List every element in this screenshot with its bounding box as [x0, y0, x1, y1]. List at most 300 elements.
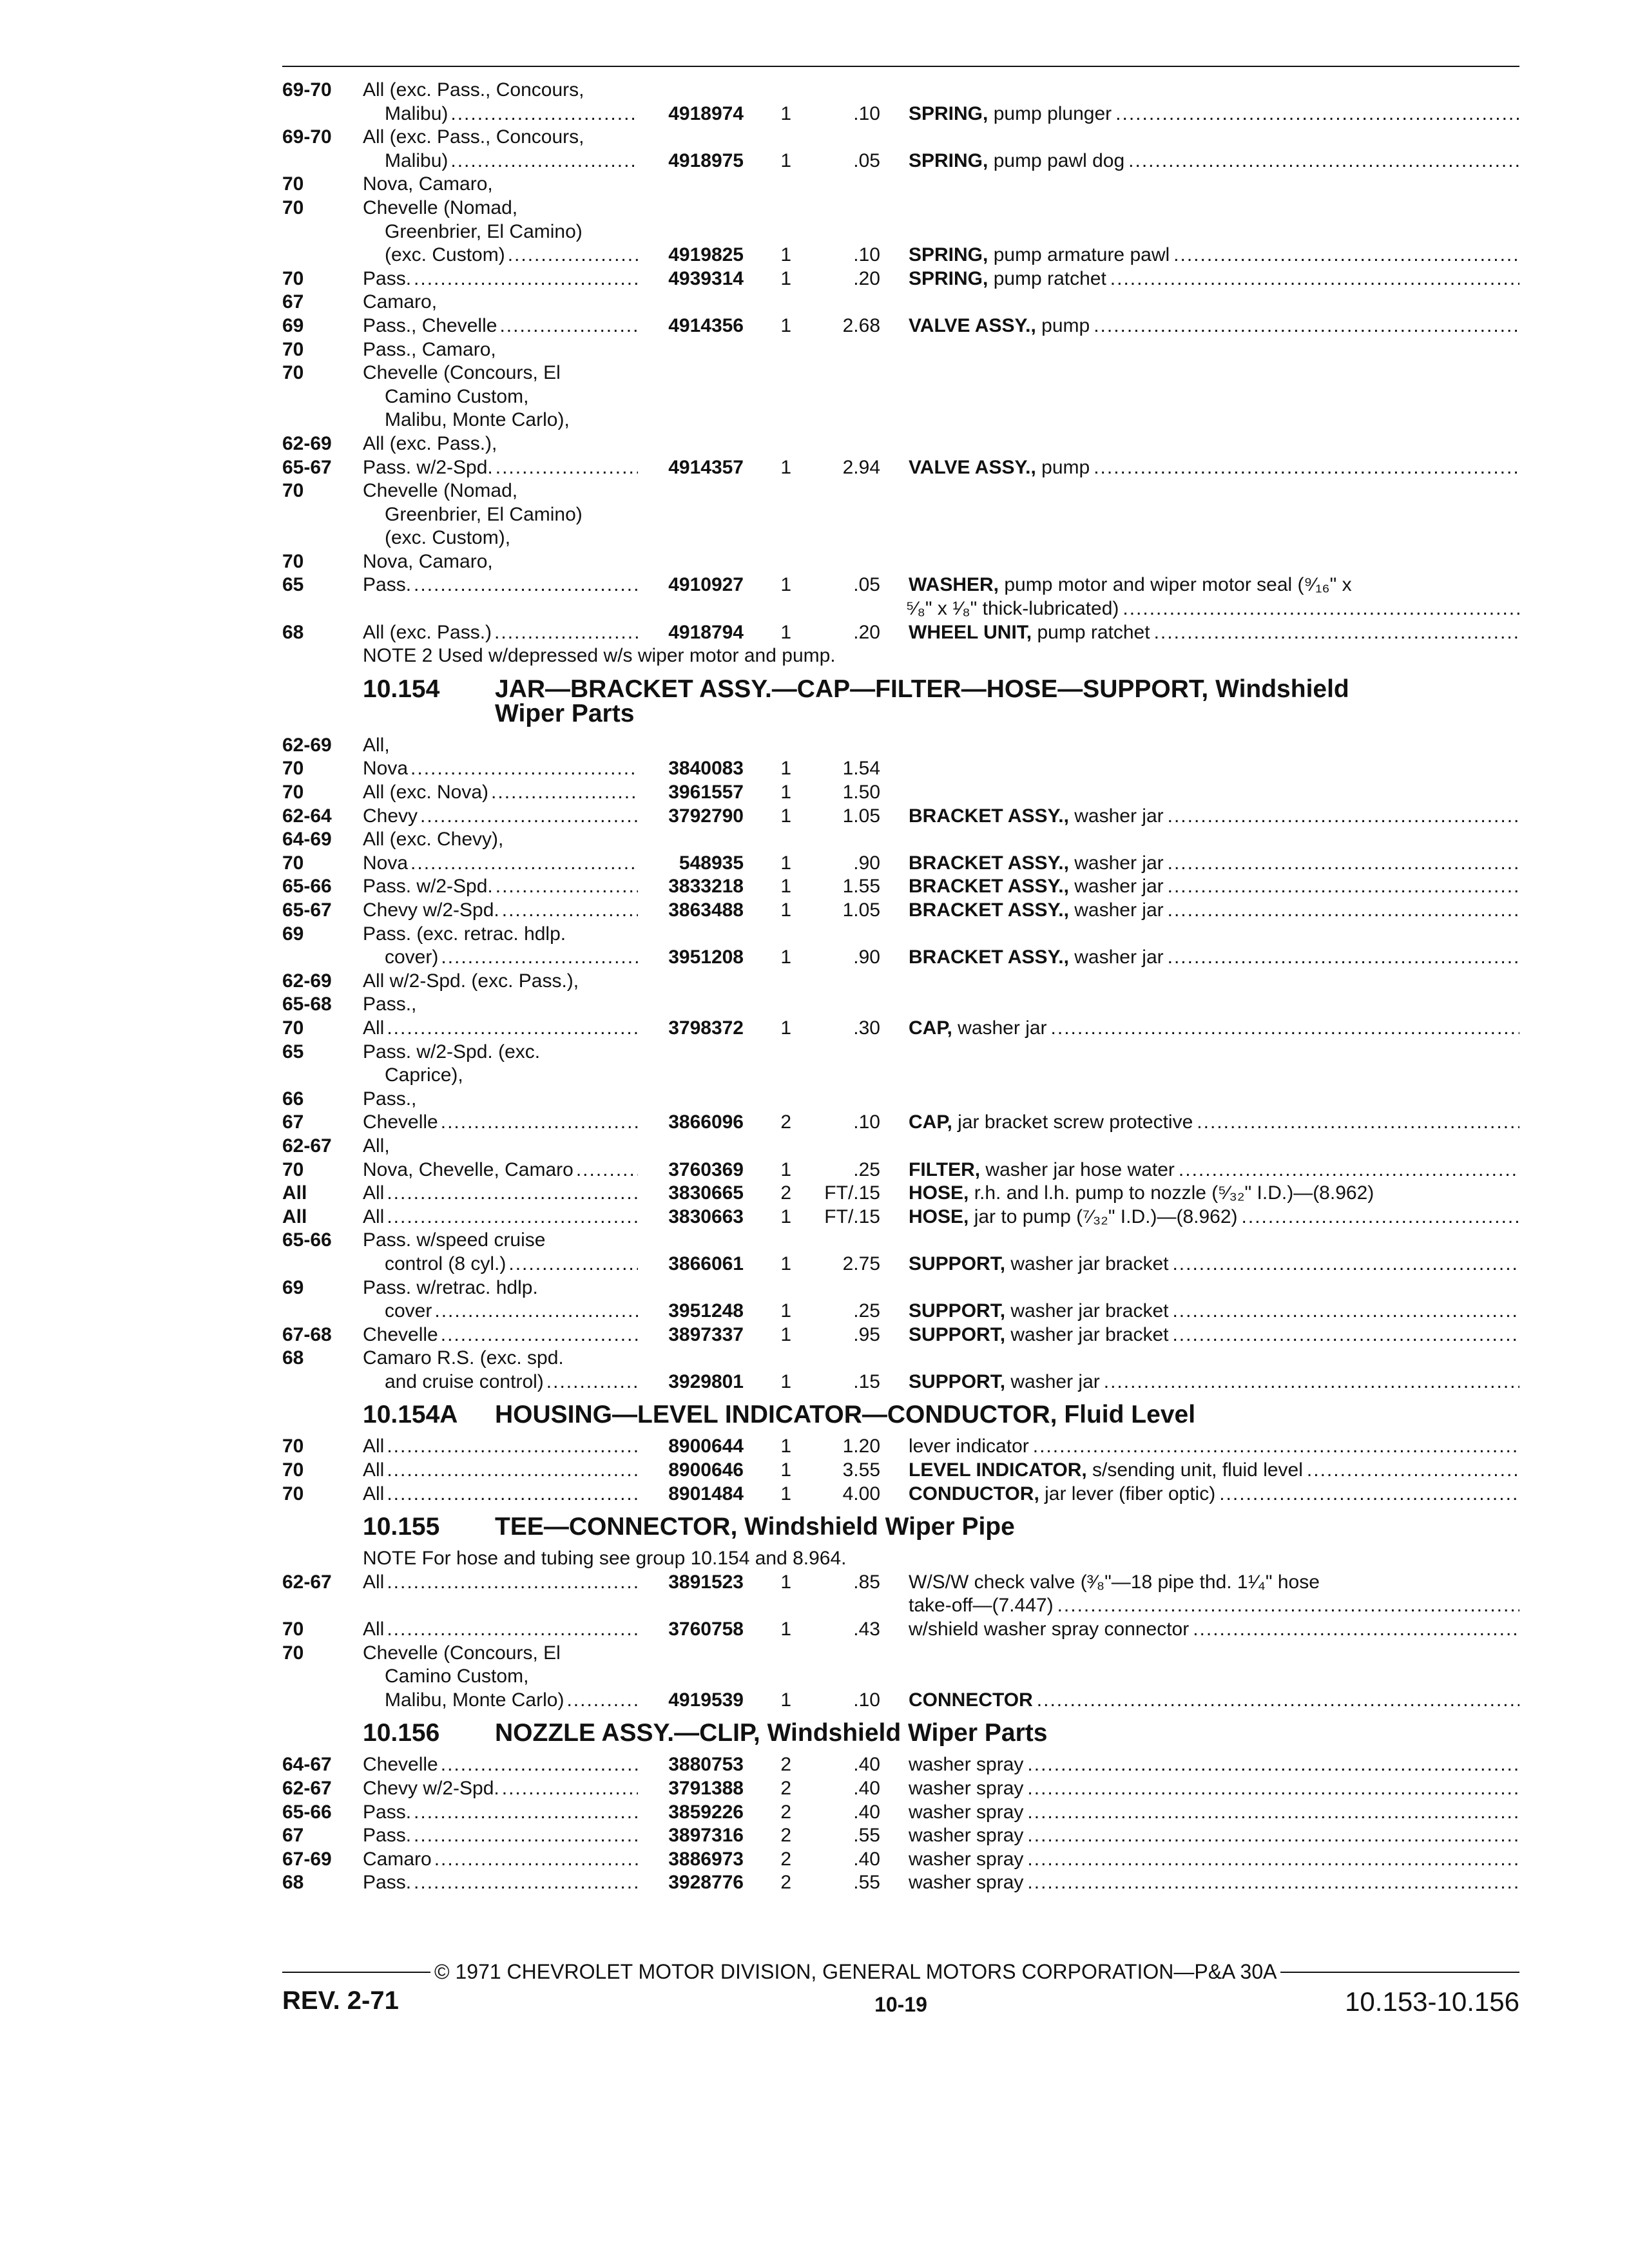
table-row: [282, 1618, 1519, 1642]
part-detail: washer jar bracket: [1005, 1253, 1169, 1274]
price: 2.94: [842, 456, 880, 478]
model-year: 70: [282, 852, 304, 874]
dot-leader: [1168, 805, 1519, 829]
part-detail: pump ratchet: [1032, 621, 1150, 643]
price: .85: [853, 1571, 880, 1593]
table-row: [282, 385, 1519, 409]
application-text: Camino Custom,: [385, 385, 529, 407]
table-row: [282, 173, 1519, 197]
table-row: [282, 149, 1519, 173]
application-cell: [363, 1229, 642, 1253]
quantity: 1: [780, 1017, 791, 1039]
dot-leader: [1094, 314, 1519, 338]
application-cell: [363, 875, 642, 899]
price: 1.05: [842, 899, 880, 921]
table-row: [282, 126, 1519, 149]
description-text: [909, 1435, 1029, 1459]
revision-label: REV. 2-71: [282, 1986, 399, 2015]
note-155: NOTE For hose and tubing see group 10.154 and 8.964.: [363, 1548, 847, 1570]
application-text: and cruise control): [385, 1370, 544, 1392]
dot-leader: [499, 314, 638, 338]
application-text: Pass. (exc. retrac. hdlp.: [363, 923, 566, 945]
application-cell: [363, 1135, 642, 1158]
section-title: TEE—CONNECTOR, Windshield Wiper Pipe: [495, 1513, 1015, 1541]
part-number: 3792790: [668, 805, 744, 827]
description-text: [909, 1253, 1168, 1276]
part-name: BRACKET ASSY.,: [909, 876, 1069, 898]
dot-leader: [1172, 1300, 1519, 1323]
section-heading-10-154a: [282, 1403, 1519, 1427]
part-name: SUPPORT,: [909, 1370, 1006, 1392]
dot-leader: [496, 456, 638, 480]
price: .55: [853, 1872, 880, 1894]
application-text: Greenbrier, El Camino): [385, 220, 583, 242]
application-text: All: [363, 1017, 385, 1039]
model-year: 62-69: [282, 432, 332, 454]
description-cell: [909, 244, 1519, 267]
price: .40: [853, 1754, 880, 1776]
price: 1.20: [842, 1436, 880, 1457]
application-cell: [363, 852, 642, 876]
dot-leader: [1179, 1158, 1519, 1182]
parts-list-10-156: [282, 1753, 1519, 1895]
table-row: [282, 621, 1519, 645]
description-cell: [909, 1594, 1519, 1618]
dot-leader: [441, 946, 638, 970]
model-year: 70: [282, 197, 304, 218]
application-cell: [363, 1088, 642, 1111]
model-year: 66: [282, 1088, 304, 1110]
price: .25: [853, 1158, 880, 1180]
description-text: [909, 573, 1352, 597]
application-cell: [363, 479, 642, 503]
application-cell: [363, 385, 642, 409]
part-name: CAP,: [909, 1111, 952, 1133]
description-text: [909, 1370, 1100, 1394]
part-number: 3880753: [668, 1754, 744, 1776]
description-text: [909, 1158, 1175, 1182]
description-text: [909, 875, 1164, 899]
table-row: [282, 1017, 1519, 1041]
description-text: [909, 456, 1090, 480]
description-cell: [909, 875, 1519, 899]
part-number: 8901484: [668, 1483, 744, 1504]
description-text: [909, 102, 1112, 126]
application-cell: [363, 102, 642, 126]
copyright-line: [282, 1960, 1519, 1984]
part-number: 3830665: [668, 1182, 744, 1204]
part-detail: W/S/W check valve (³⁄₈"—18 pipe thd. 1¹⁄₄" hose: [909, 1571, 1320, 1593]
table-row: [282, 361, 1519, 385]
description-cell: [909, 1777, 1519, 1801]
description-cell: [909, 267, 1519, 291]
model-year: 65-66: [282, 876, 332, 898]
application-text: Chevy: [363, 805, 418, 827]
table-row: [282, 757, 1519, 781]
part-number: 3951208: [668, 947, 744, 968]
part-number: 4910927: [668, 574, 744, 596]
application-text: Malibu): [385, 149, 448, 171]
application-text: Pass. w/speed cruise: [363, 1229, 546, 1251]
application-cell: [363, 573, 642, 597]
dot-leader: [414, 1801, 638, 1825]
application-cell: [363, 1111, 642, 1135]
part-name: CONDUCTOR,: [909, 1483, 1039, 1504]
part-number: 548935: [679, 852, 744, 874]
dot-leader: [1027, 1848, 1519, 1872]
quantity: 1: [780, 1206, 791, 1227]
quantity: 1: [780, 852, 791, 874]
part-name: HOSE,: [909, 1182, 969, 1204]
part-name: SPRING,: [909, 149, 988, 171]
price: .20: [853, 621, 880, 643]
application-cell: [363, 244, 642, 267]
application-cell: [363, 291, 642, 314]
description-cell: [909, 1206, 1519, 1229]
application-text: Pass., Chevelle: [363, 314, 497, 336]
part-detail: washer spray: [909, 1801, 1024, 1823]
rule-left: [282, 1972, 430, 1973]
application-cell: [363, 1158, 642, 1182]
copyright-text: © 1971 CHEVROLET MOTOR DIVISION, GENERAL MOTORS CORPORATION—P&A 30A: [434, 1960, 1277, 1983]
application-text: Pass. w/2-Spd.: [363, 876, 493, 898]
dot-leader: [1027, 1753, 1519, 1777]
model-year: 69: [282, 314, 304, 336]
application-cell: [363, 314, 642, 338]
dot-leader: [1051, 1017, 1519, 1041]
quantity: 1: [780, 899, 791, 921]
dot-leader: [441, 1753, 638, 1777]
part-name: FILTER,: [909, 1158, 981, 1180]
price: 1.54: [842, 758, 880, 780]
dot-leader: [1027, 1871, 1519, 1895]
note-2: NOTE 2 Used w/depressed w/s wiper motor and pump.: [363, 645, 836, 667]
application-cell: [363, 1323, 642, 1347]
description-cell: [909, 946, 1519, 970]
dot-leader: [387, 1017, 638, 1041]
part-number: 4918974: [668, 102, 744, 124]
dot-leader: [434, 1300, 638, 1323]
model-year: 68: [282, 621, 304, 643]
rule-right: [1280, 1972, 1519, 1973]
description-text: [909, 852, 1164, 876]
application-text: Pass. w/2-Spd.: [363, 456, 493, 478]
description-text: [909, 1824, 1023, 1848]
description-text: [909, 1182, 1374, 1206]
application-text: Pass.: [363, 1825, 412, 1847]
part-number: 4919539: [668, 1689, 744, 1711]
model-year: 62-67: [282, 1778, 332, 1799]
table-row: [282, 899, 1519, 923]
description-cell: [909, 1801, 1519, 1825]
dot-leader: [410, 757, 638, 781]
model-year: 65: [282, 1041, 304, 1062]
description-text: [906, 597, 1119, 621]
price: 2.68: [842, 314, 880, 336]
model-year: 62-67: [282, 1571, 332, 1593]
application-text: All: [363, 1571, 385, 1593]
part-detail: w/shield washer spray connector: [909, 1619, 1190, 1640]
part-detail: washer jar: [1068, 805, 1164, 827]
application-text: Chevelle: [363, 1111, 438, 1133]
dot-leader: [410, 852, 638, 876]
application-text: Pass.,: [363, 994, 417, 1015]
model-year: 67-68: [282, 1323, 332, 1345]
section-number: 10.154A: [363, 1401, 458, 1429]
price: .90: [853, 947, 880, 968]
dot-leader: [1115, 102, 1519, 126]
model-year: 68: [282, 1872, 304, 1894]
application-cell: [363, 408, 642, 432]
section-number: 10.155: [363, 1513, 440, 1541]
application-cell: [363, 1300, 642, 1323]
dot-leader: [1027, 1801, 1519, 1825]
part-detail: pump plunger: [988, 102, 1112, 124]
description-cell: [909, 1158, 1519, 1182]
price: .40: [853, 1848, 880, 1870]
part-name: SUPPORT,: [909, 1323, 1006, 1345]
quantity: 1: [780, 876, 791, 898]
application-cell: [363, 828, 642, 852]
table-row: [282, 314, 1519, 338]
application-text: All: [363, 1483, 385, 1504]
application-cell: [363, 1689, 642, 1713]
parts-list-10-153: [282, 79, 1519, 644]
description-cell: [909, 1017, 1519, 1041]
description-text: [909, 946, 1164, 970]
quantity: 1: [780, 456, 791, 478]
quantity: 1: [780, 1483, 791, 1504]
application-cell: [363, 1483, 642, 1506]
table-row: [282, 970, 1519, 994]
application-cell: [363, 220, 642, 244]
dot-leader: [1197, 1111, 1519, 1135]
part-number: 3897316: [668, 1825, 744, 1847]
price: .10: [853, 102, 880, 124]
table-row: [282, 1777, 1519, 1801]
description-cell: [909, 1253, 1519, 1276]
quantity: 2: [780, 1801, 791, 1823]
table-row: [282, 1370, 1519, 1394]
quantity: 2: [780, 1872, 791, 1894]
part-detail: pump motor and wiper motor seal (⁹⁄₁₆" x: [999, 574, 1352, 596]
model-year: 65-67: [282, 456, 332, 478]
price: .10: [853, 244, 880, 266]
part-name: SPRING,: [909, 267, 988, 289]
application-cell: [363, 173, 642, 197]
quantity: 1: [780, 574, 791, 596]
part-number: 3886973: [668, 1848, 744, 1870]
table-row: [282, 993, 1519, 1017]
model-year: 67: [282, 1825, 304, 1847]
part-name: BRACKET ASSY.,: [909, 947, 1069, 968]
part-number: 3897337: [668, 1323, 744, 1345]
table-row: [282, 1323, 1519, 1347]
part-number: 4918975: [668, 149, 744, 171]
description-text: [909, 1777, 1023, 1801]
part-detail: jar to pump (⁷⁄₃₂" I.D.)—(8.962): [969, 1206, 1238, 1227]
application-cell: [363, 550, 642, 574]
model-year: 65-67: [282, 899, 332, 921]
table-row: [282, 1135, 1519, 1158]
dot-leader: [387, 1182, 638, 1206]
model-year: All: [282, 1206, 307, 1227]
page-footer: [282, 1960, 1519, 2016]
part-number: 3760758: [668, 1619, 744, 1640]
quantity: 1: [780, 244, 791, 266]
model-year: 69: [282, 1276, 304, 1298]
application-cell: [363, 197, 642, 220]
application-cell: [363, 1041, 642, 1064]
price: .55: [853, 1825, 880, 1847]
quantity: 1: [780, 1459, 791, 1481]
description-cell: [909, 1182, 1519, 1206]
application-text: All: [363, 1436, 385, 1457]
description-text: [909, 244, 1170, 267]
table-row: [282, 828, 1519, 852]
part-detail: s/sending unit, fluid level: [1086, 1459, 1303, 1481]
table-row: [282, 946, 1519, 970]
quantity: 1: [780, 621, 791, 643]
part-name: SPRING,: [909, 102, 988, 124]
dot-leader: [450, 102, 638, 126]
model-year: All: [282, 1182, 307, 1204]
model-year: 65: [282, 574, 304, 596]
model-year: 70: [282, 550, 304, 572]
description-text: [909, 1801, 1023, 1825]
description-text: [909, 1017, 1047, 1041]
model-year: 70: [282, 1642, 304, 1664]
part-detail: jar lever (fiber optic): [1039, 1483, 1216, 1504]
application-cell: [363, 1618, 642, 1642]
application-cell: [363, 993, 642, 1017]
application-text: All: [363, 1459, 385, 1481]
description-cell: [909, 573, 1519, 597]
model-year: 67: [282, 1111, 304, 1133]
price: .05: [853, 149, 880, 171]
part-detail: jar bracket screw protective: [952, 1111, 1193, 1133]
application-cell: [363, 1801, 642, 1825]
model-year: 70: [282, 782, 304, 803]
part-number: 3833218: [668, 876, 744, 898]
part-detail: washer spray: [909, 1825, 1024, 1847]
dot-leader: [1033, 1435, 1519, 1459]
footer-bottom: [282, 1986, 1519, 2016]
quantity: 1: [780, 1619, 791, 1640]
table-row: [282, 1848, 1519, 1872]
part-detail: washer jar: [1005, 1370, 1100, 1392]
description-cell: [909, 1323, 1519, 1347]
description-text: [909, 1689, 1033, 1713]
application-text: cover): [385, 947, 439, 968]
application-text: Chevelle: [363, 1323, 438, 1345]
part-detail: ⁵⁄₈" x ¹⁄₈" thick-lubricated): [906, 598, 1119, 620]
part-number: 3859226: [668, 1801, 744, 1823]
table-row: [282, 479, 1519, 503]
dot-leader: [441, 1323, 638, 1347]
table-row: [282, 1665, 1519, 1689]
dot-leader: [494, 621, 638, 645]
table-row: [282, 1459, 1519, 1483]
part-number: 4918794: [668, 621, 744, 643]
part-number: 3798372: [668, 1017, 744, 1039]
description-cell: [909, 1300, 1519, 1323]
application-text: Pass.: [363, 574, 412, 596]
dot-leader: [1168, 946, 1519, 970]
part-number: 3961557: [668, 782, 744, 803]
table-row: [282, 1300, 1519, 1323]
table-row: [282, 244, 1519, 267]
price: 4.00: [842, 1483, 880, 1504]
description-cell: [906, 597, 1519, 621]
part-number: 3891523: [668, 1571, 744, 1593]
table-row: [282, 1088, 1519, 1111]
application-text: control (8 cyl.): [385, 1253, 506, 1274]
application-text: Pass. w/2-Spd. (exc.: [363, 1041, 541, 1062]
quantity: 1: [780, 947, 791, 968]
quantity: 2: [780, 1754, 791, 1776]
description-text: [909, 1753, 1023, 1777]
table-row: [282, 1111, 1519, 1135]
dot-leader: [1128, 149, 1519, 173]
application-cell: [363, 1642, 642, 1666]
model-year: 70: [282, 1459, 304, 1481]
parts-list-10-154a: [282, 1435, 1519, 1506]
price: .05: [853, 574, 880, 596]
table-row: [282, 1041, 1519, 1064]
application-text: Pass.,: [363, 1088, 417, 1110]
application-text: Caprice),: [385, 1064, 463, 1086]
table-row: [282, 781, 1519, 805]
quantity: 2: [780, 1182, 791, 1204]
application-cell: [363, 456, 642, 480]
price: .90: [853, 852, 880, 874]
application-text: cover: [385, 1300, 432, 1322]
application-text: Pass. w/retrac. hdlp.: [363, 1276, 538, 1298]
table-row: [282, 1871, 1519, 1895]
table-row: [282, 408, 1519, 432]
application-cell: [363, 970, 642, 994]
application-text: Malibu): [385, 102, 448, 124]
table-row: [282, 526, 1519, 550]
dot-leader: [1110, 267, 1519, 291]
dot-leader: [1168, 852, 1519, 876]
section-title: NOZZLE ASSY.—CLIP, Windshield Wiper Parts: [495, 1719, 1048, 1747]
dot-leader: [387, 1483, 638, 1506]
table-row: [282, 1594, 1519, 1618]
application-text: Malibu, Monte Carlo),: [385, 409, 570, 431]
model-year: 70: [282, 1017, 304, 1039]
description-cell: [909, 1871, 1519, 1895]
part-name: BRACKET ASSY.,: [909, 899, 1069, 921]
description-cell: [909, 1370, 1519, 1394]
part-number: 4919825: [668, 244, 744, 266]
part-number: 8900644: [668, 1436, 744, 1457]
model-year: 67-69: [282, 1848, 332, 1870]
model-year: 69-70: [282, 126, 332, 148]
dot-leader: [387, 1435, 638, 1459]
model-year: 70: [282, 1158, 304, 1180]
application-text: All: [363, 1619, 385, 1640]
table-row: [282, 1158, 1519, 1182]
application-text: Chevelle: [363, 1754, 438, 1776]
part-name: SPRING,: [909, 244, 988, 266]
application-text: Pass., Camaro,: [363, 338, 496, 360]
quantity: 1: [780, 1323, 791, 1345]
part-name: LEVEL INDICATOR,: [909, 1459, 1087, 1481]
part-number: 3863488: [668, 899, 744, 921]
quantity: 1: [780, 1571, 791, 1593]
